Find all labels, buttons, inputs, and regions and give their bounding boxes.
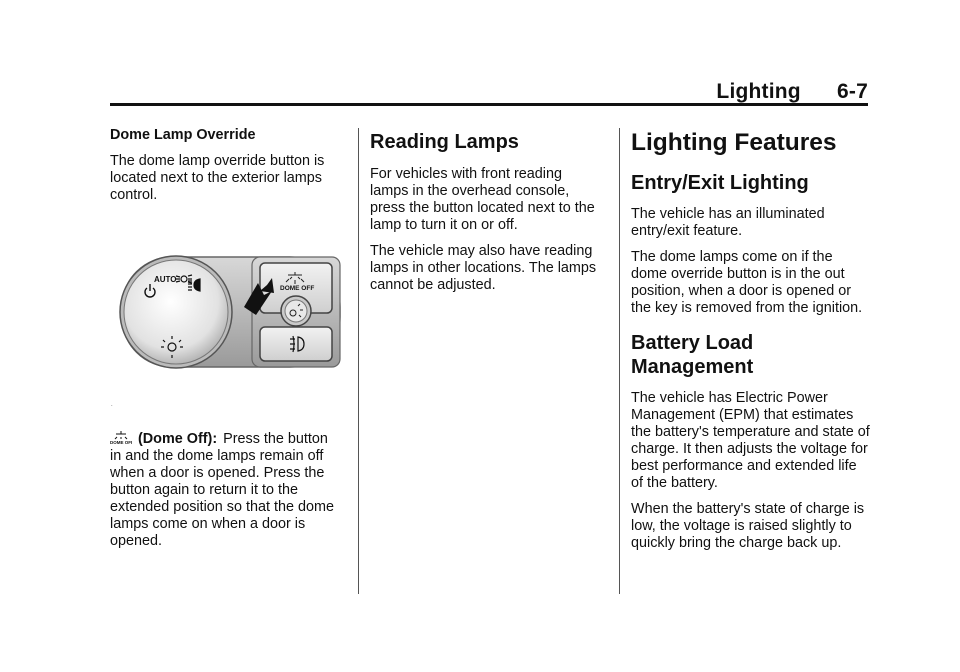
reading-lamps-text-2: The vehicle may also have reading lamps in other locations. The lamps cannot be adjusted. (370, 243, 597, 293)
entry-exit-lighting-heading: Entry/Exit Lighting (631, 172, 809, 194)
dome-off-icon (110, 430, 132, 444)
entry-exit-text-1: The vehicle has an illuminated entry/exit feature. (631, 206, 825, 239)
battery-load-text-2: When the battery's state of charge is low, the voltage is raised slightly to quickly bring the charge back up. (631, 501, 865, 551)
column-divider (619, 128, 620, 594)
column-divider (358, 128, 359, 594)
page-number: 6-7 (837, 80, 868, 103)
entry-exit-text-2: The dome lamps come on if the dome override button is in the out position, when a door is opened or the key is removed from the ignition. (631, 249, 863, 316)
column-3 (631, 127, 871, 561)
dome-off-label: DOME OFF (280, 285, 315, 292)
fog-lamp-button (260, 327, 332, 361)
dimmer-knob (285, 300, 307, 322)
column-1 (110, 127, 342, 213)
battery-load-heading: Battery Load Management (631, 332, 754, 378)
reading-lamps-text-1: For vehicles with front reading lamps in the overhead console, press the button located next to the lamp to turn it on or off. (370, 166, 595, 233)
figure-caption: . (111, 402, 113, 408)
dome-off-paragraph (110, 430, 342, 550)
lighting-features-heading: Lighting Features (631, 129, 837, 156)
lamp-control-svg (112, 243, 344, 379)
header-title (716, 80, 868, 104)
dome-lamp-override-heading: Dome Lamp Override (110, 127, 256, 143)
dome-off-description: Press the button in and the dome lamps remain off when a door is opened. Press the button again to return it to the extended position so that the dome lamps come on when a door is opened. (110, 431, 335, 549)
header-rule (110, 103, 868, 106)
section-title: Lighting (716, 80, 801, 103)
dome-lamp-override-text: The dome lamp override button is located next to the exterior lamps control. (110, 153, 325, 203)
battery-load-text-1: The vehicle has Electric Power Management (EPM) that estimates the battery's temperature and state of charge. It then adjusts the voltage for best performance and extended life of the battery. (631, 390, 870, 491)
dome-off-label-text: (Dome Off): (138, 431, 218, 447)
reading-lamps-heading: Reading Lamps (370, 131, 519, 153)
column-2 (370, 127, 602, 303)
svg-text:DOME OFF: DOME OFF (110, 440, 132, 444)
auto-label: AUTO (154, 275, 177, 284)
lamp-control-illustration (112, 243, 344, 379)
